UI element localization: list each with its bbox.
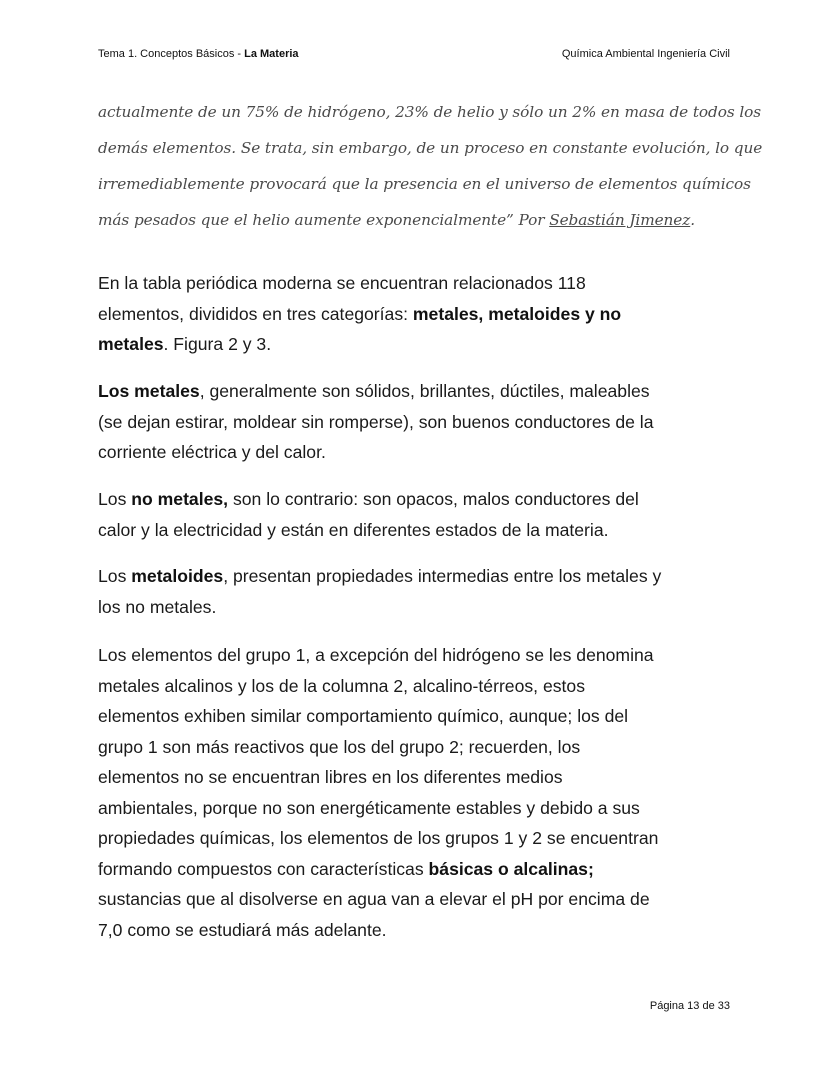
paragraph-line: los no metales.: [98, 596, 217, 617]
paragraph-line: sustancias que al disolverse en agua van a elevar el pH por encima de: [98, 889, 650, 909]
text-run: Los: [98, 566, 132, 586]
paragraph-line: En la tabla periódica moderna se encuentran relacionados 118: [98, 273, 586, 293]
paragraph-line: (se dejan estirar, moldear sin romperse), son buenos conductores de la: [98, 411, 654, 432]
header-document-title: [98, 48, 299, 60]
bold-text: básicas o alcalinas;: [428, 858, 594, 879]
paragraph-line: [98, 329, 738, 360]
page-header: [98, 48, 730, 64]
quote-block: [98, 94, 763, 238]
bold-text: metales, metaloides y no: [412, 303, 622, 324]
text-run: , presentan propiedades intermedias entre los metales y: [223, 566, 662, 586]
paragraph-alkali-metals: [98, 640, 738, 945]
header-topic: Tema 1. Conceptos Básicos -: [98, 48, 245, 60]
quote-end: .: [690, 211, 695, 229]
page-number: Página 13 de 33: [649, 1000, 730, 1012]
paragraph-line: 7,0 como se estudiará más adelante.: [98, 919, 387, 940]
paragraph-line: [98, 299, 738, 330]
text-run: , generalmente son sólidos, brillantes, dúctiles, maleables: [199, 381, 650, 401]
paragraph-line: [98, 484, 738, 515]
paragraph-line: [98, 854, 738, 885]
paragraph-line: corriente eléctrica y del calor.: [98, 442, 326, 462]
text-run: . Figura 2 y 3.: [163, 334, 272, 354]
paragraph-line: propiedades químicas, los elementos de los grupos 1 y 2 se encuentran: [98, 828, 659, 848]
paragraph-periodic-table: [98, 268, 738, 360]
bold-text: Los metales: [98, 381, 200, 401]
quote-text: más pesados que el helio aumente exponencialmente” Por: [98, 211, 550, 229]
text-run: son lo contrario: son opacos, malos conductores del: [228, 489, 639, 509]
paragraph-line: metales alcalinos y los de la columna 2, alcalino-térreos, estos: [98, 675, 585, 696]
text-run: formando compuestos con características: [98, 858, 429, 879]
paragraph-metalloids: [98, 561, 738, 622]
quote-last-line: [98, 202, 738, 238]
header-course-name: Química Ambiental Ingeniería Civil: [561, 48, 730, 60]
quote-line: actualmente de un 75% de hidrógeno, 23% de helio y sólo un 2% en masa de todos los: [98, 103, 762, 121]
paragraph-line: [98, 376, 738, 407]
paragraph-line: elementos exhiben similar comportamiento químico, aunque; los del: [98, 706, 629, 726]
text-run: elementos, divididos en tres categorías:: [98, 303, 413, 324]
bold-text: metaloides: [131, 566, 224, 586]
quote-line: irremediablemente provocará que la presencia en el universo de elementos químicos: [98, 175, 751, 193]
header-topic-bold: La Materia: [244, 48, 299, 60]
text-run: Los: [98, 489, 132, 509]
paragraph-line: grupo 1 son más reactivos que los del grupo 2; recuerden, los: [98, 736, 581, 757]
bold-text: no metales,: [131, 489, 229, 509]
bold-text: metales: [98, 334, 164, 354]
paragraph-line: calor y la electricidad y están en diferentes estados de la materia.: [98, 519, 609, 540]
quote-line: demás elementos. Se trata, sin embargo, de un proceso en constante evolución, lo que: [98, 139, 763, 157]
paragraph-line: [98, 561, 738, 592]
paragraph-nonmetals: [98, 484, 738, 545]
quote-author-link[interactable]: Sebastián Jimenez: [549, 211, 691, 229]
paragraph-metals: [98, 376, 738, 468]
paragraph-line: ambientales, porque no son energéticamente estables y debido a sus: [98, 797, 640, 818]
paragraph-line: elementos no se encuentran libres en los diferentes medios: [98, 767, 563, 787]
paragraph-line: Los elementos del grupo 1, a excepción del hidrógeno se les denomina: [98, 645, 654, 665]
